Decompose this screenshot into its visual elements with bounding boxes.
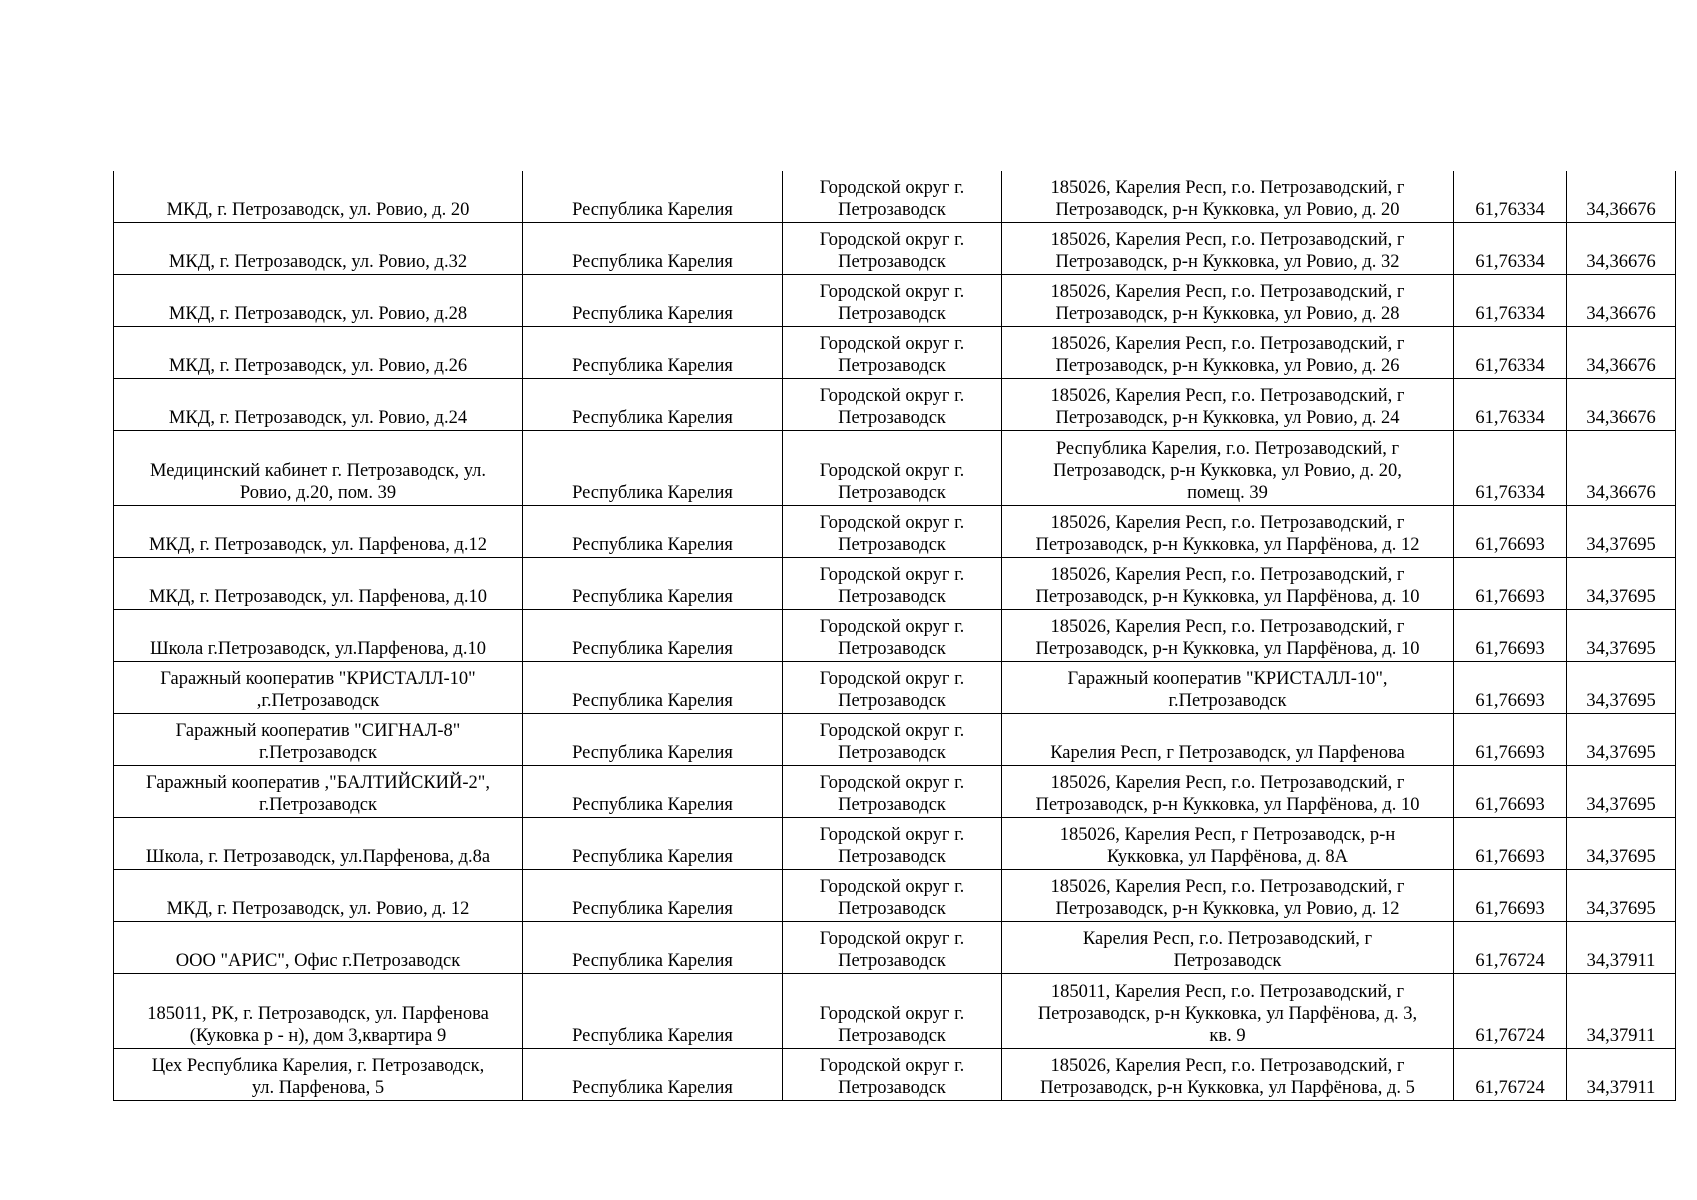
longitude-cell: 34,36676 — [1567, 327, 1676, 379]
object-name-cell: МКД, г. Петрозаводск, ул. Ровио, д.32 — [114, 223, 523, 275]
object-name-cell: МКД, г. Петрозаводск, ул. Парфенова, д.12 — [114, 506, 523, 558]
longitude-cell: 34,37695 — [1567, 766, 1676, 818]
object-name-cell: 185011, РК, г. Петрозаводск, ул. Парфенова (Куковка р - н), дом 3,квартира 9 — [114, 974, 523, 1049]
latitude-cell: 61,76693 — [1454, 818, 1567, 870]
longitude-cell: 34,36676 — [1567, 171, 1676, 223]
region-cell: Республика Карелия — [523, 275, 783, 327]
latitude-cell: 61,76334 — [1454, 275, 1567, 327]
district-cell: Городской округ г. Петрозаводск — [783, 223, 1002, 275]
region-cell: Республика Карелия — [523, 818, 783, 870]
object-name-cell: ООО "АРИС", Офис г.Петрозаводск — [114, 922, 523, 974]
district-cell: Городской округ г. Петрозаводск — [783, 766, 1002, 818]
table-row — [114, 870, 1676, 922]
object-name-cell: Школа г.Петрозаводск, ул.Парфенова, д.10 — [114, 610, 523, 662]
address-cell: 185026, Карелия Респ, г.о. Петрозаводский, г Петрозаводск, р-н Кукковка, ул Парфёнова, д. 10 — [1002, 610, 1454, 662]
region-cell: Республика Карелия — [523, 431, 783, 506]
object-name-cell: Гаражный кооператив "КРИСТАЛЛ-10" ,г.Петрозаводск — [114, 662, 523, 714]
latitude-cell: 61,76334 — [1454, 171, 1567, 223]
latitude-cell: 61,76724 — [1454, 1049, 1567, 1101]
table-row — [114, 974, 1676, 1049]
object-name-cell: Медицинский кабинет г. Петрозаводск, ул. Ровио, д.20, пом. 39 — [114, 431, 523, 506]
address-cell: 185026, Карелия Респ, г.о. Петрозаводский, г Петрозаводск, р-н Кукковка, ул Парфёнова, д. 10 — [1002, 766, 1454, 818]
object-name-cell: Гаражный кооператив "СИГНАЛ-8" г.Петрозаводск — [114, 714, 523, 766]
longitude-cell: 34,37695 — [1567, 506, 1676, 558]
longitude-cell: 34,37695 — [1567, 714, 1676, 766]
district-cell: Городской округ г. Петрозаводск — [783, 558, 1002, 610]
district-cell: Городской округ г. Петрозаводск — [783, 327, 1002, 379]
district-cell: Городской округ г. Петрозаводск — [783, 506, 1002, 558]
address-cell: 185026, Карелия Респ, г.о. Петрозаводский, г Петрозаводск, р-н Кукковка, ул Ровио, д. 26 — [1002, 327, 1454, 379]
district-cell: Городской округ г. Петрозаводск — [783, 379, 1002, 431]
address-cell: 185011, Карелия Респ, г.о. Петрозаводский, г Петрозаводск, р-н Кукковка, ул Парфёнова, д. 3, кв. 9 — [1002, 974, 1454, 1049]
region-cell: Республика Карелия — [523, 327, 783, 379]
region-cell: Республика Карелия — [523, 171, 783, 223]
object-name-cell: МКД, г. Петрозаводск, ул. Ровио, д.28 — [114, 275, 523, 327]
longitude-cell: 34,37695 — [1567, 662, 1676, 714]
longitude-cell: 34,37695 — [1567, 818, 1676, 870]
object-name-cell: МКД, г. Петрозаводск, ул. Ровио, д.26 — [114, 327, 523, 379]
latitude-cell: 61,76724 — [1454, 974, 1567, 1049]
district-cell: Городской округ г. Петрозаводск — [783, 171, 1002, 223]
object-name-cell: Гаражный кооператив ,"БАЛТИЙСКИЙ-2", г.Петрозаводск — [114, 766, 523, 818]
latitude-cell: 61,76693 — [1454, 662, 1567, 714]
address-cell: Карелия Респ, г Петрозаводск, ул Парфенова — [1002, 714, 1454, 766]
object-name-cell: МКД, г. Петрозаводск, ул. Ровио, д. 12 — [114, 870, 523, 922]
table-row — [114, 171, 1676, 223]
table-row — [114, 766, 1676, 818]
address-cell: Гаражный кооператив "КРИСТАЛЛ-10", г.Петрозаводск — [1002, 662, 1454, 714]
address-cell: 185026, Карелия Респ, г.о. Петрозаводский, г Петрозаводск, р-н Кукковка, ул Парфёнова, д. 5 — [1002, 1049, 1454, 1101]
region-cell: Республика Карелия — [523, 379, 783, 431]
district-cell: Городской округ г. Петрозаводск — [783, 662, 1002, 714]
latitude-cell: 61,76693 — [1454, 714, 1567, 766]
longitude-cell: 34,37695 — [1567, 870, 1676, 922]
table-row — [114, 610, 1676, 662]
table-body — [114, 171, 1676, 1101]
table-row — [114, 558, 1676, 610]
region-cell: Республика Карелия — [523, 922, 783, 974]
address-cell: 185026, Карелия Респ, г.о. Петрозаводский, г Петрозаводск, р-н Кукковка, ул Ровио, д. 24 — [1002, 379, 1454, 431]
latitude-cell: 61,76334 — [1454, 431, 1567, 506]
region-cell: Республика Карелия — [523, 870, 783, 922]
longitude-cell: 34,37695 — [1567, 558, 1676, 610]
latitude-cell: 61,76334 — [1454, 379, 1567, 431]
table-row — [114, 379, 1676, 431]
longitude-cell: 34,36676 — [1567, 431, 1676, 506]
longitude-cell: 34,37911 — [1567, 922, 1676, 974]
longitude-cell: 34,36676 — [1567, 379, 1676, 431]
region-cell: Республика Карелия — [523, 974, 783, 1049]
table-row — [114, 714, 1676, 766]
object-name-cell: МКД, г. Петрозаводск, ул. Ровио, д. 20 — [114, 171, 523, 223]
address-table — [113, 171, 1676, 1101]
district-cell: Городской округ г. Петрозаводск — [783, 714, 1002, 766]
latitude-cell: 61,76693 — [1454, 558, 1567, 610]
latitude-cell: 61,76693 — [1454, 610, 1567, 662]
table-row — [114, 662, 1676, 714]
latitude-cell: 61,76334 — [1454, 327, 1567, 379]
latitude-cell: 61,76693 — [1454, 870, 1567, 922]
longitude-cell: 34,37911 — [1567, 1049, 1676, 1101]
address-cell: 185026, Карелия Респ, г.о. Петрозаводский, г Петрозаводск, р-н Кукковка, ул Парфёнова, д. 12 — [1002, 506, 1454, 558]
latitude-cell: 61,76693 — [1454, 766, 1567, 818]
address-cell: 185026, Карелия Респ, г.о. Петрозаводский, г Петрозаводск, р-н Кукковка, ул Ровио, д. 28 — [1002, 275, 1454, 327]
district-cell: Городской округ г. Петрозаводск — [783, 275, 1002, 327]
district-cell: Городской округ г. Петрозаводск — [783, 974, 1002, 1049]
table-row — [114, 1049, 1676, 1101]
district-cell: Городской округ г. Петрозаводск — [783, 1049, 1002, 1101]
table-row — [114, 327, 1676, 379]
district-cell: Городской округ г. Петрозаводск — [783, 431, 1002, 506]
table-row — [114, 506, 1676, 558]
longitude-cell: 34,36676 — [1567, 275, 1676, 327]
object-name-cell: МКД, г. Петрозаводск, ул. Ровио, д.24 — [114, 379, 523, 431]
object-name-cell: Школа, г. Петрозаводск, ул.Парфенова, д.8а — [114, 818, 523, 870]
latitude-cell: 61,76334 — [1454, 223, 1567, 275]
address-cell: 185026, Карелия Респ, г.о. Петрозаводский, г Петрозаводск, р-н Кукковка, ул Ровио, д. 20 — [1002, 171, 1454, 223]
region-cell: Республика Карелия — [523, 558, 783, 610]
object-name-cell: МКД, г. Петрозаводск, ул. Парфенова, д.10 — [114, 558, 523, 610]
region-cell: Республика Карелия — [523, 714, 783, 766]
longitude-cell: 34,36676 — [1567, 223, 1676, 275]
longitude-cell: 34,37695 — [1567, 610, 1676, 662]
table-row — [114, 431, 1676, 506]
latitude-cell: 61,76724 — [1454, 922, 1567, 974]
table-row — [114, 223, 1676, 275]
district-cell: Городской округ г. Петрозаводск — [783, 610, 1002, 662]
address-cell: 185026, Карелия Респ, г.о. Петрозаводский, г Петрозаводск, р-н Кукковка, ул Ровио, д. 12 — [1002, 870, 1454, 922]
address-cell: 185026, Карелия Респ, г.о. Петрозаводский, г Петрозаводск, р-н Кукковка, ул Парфёнова, д. 10 — [1002, 558, 1454, 610]
object-name-cell: Цех Республика Карелия, г. Петрозаводск, ул. Парфенова, 5 — [114, 1049, 523, 1101]
region-cell: Республика Карелия — [523, 506, 783, 558]
table-row — [114, 818, 1676, 870]
address-cell: 185026, Карелия Респ, г Петрозаводск, р-н Кукковка, ул Парфёнова, д. 8А — [1002, 818, 1454, 870]
address-cell: Карелия Респ, г.о. Петрозаводский, г Петрозаводск — [1002, 922, 1454, 974]
region-cell: Республика Карелия — [523, 223, 783, 275]
region-cell: Республика Карелия — [523, 1049, 783, 1101]
region-cell: Республика Карелия — [523, 766, 783, 818]
table-row — [114, 922, 1676, 974]
region-cell: Республика Карелия — [523, 610, 783, 662]
district-cell: Городской округ г. Петрозаводск — [783, 818, 1002, 870]
address-cell: Республика Карелия, г.о. Петрозаводский, г Петрозаводск, р-н Кукковка, ул Ровио, д. 20, помещ. 39 — [1002, 431, 1454, 506]
latitude-cell: 61,76693 — [1454, 506, 1567, 558]
longitude-cell: 34,37911 — [1567, 974, 1676, 1049]
table-row — [114, 275, 1676, 327]
region-cell: Республика Карелия — [523, 662, 783, 714]
district-cell: Городской округ г. Петрозаводск — [783, 922, 1002, 974]
address-cell: 185026, Карелия Респ, г.о. Петрозаводский, г Петрозаводск, р-н Кукковка, ул Ровио, д. 32 — [1002, 223, 1454, 275]
district-cell: Городской округ г. Петрозаводск — [783, 870, 1002, 922]
